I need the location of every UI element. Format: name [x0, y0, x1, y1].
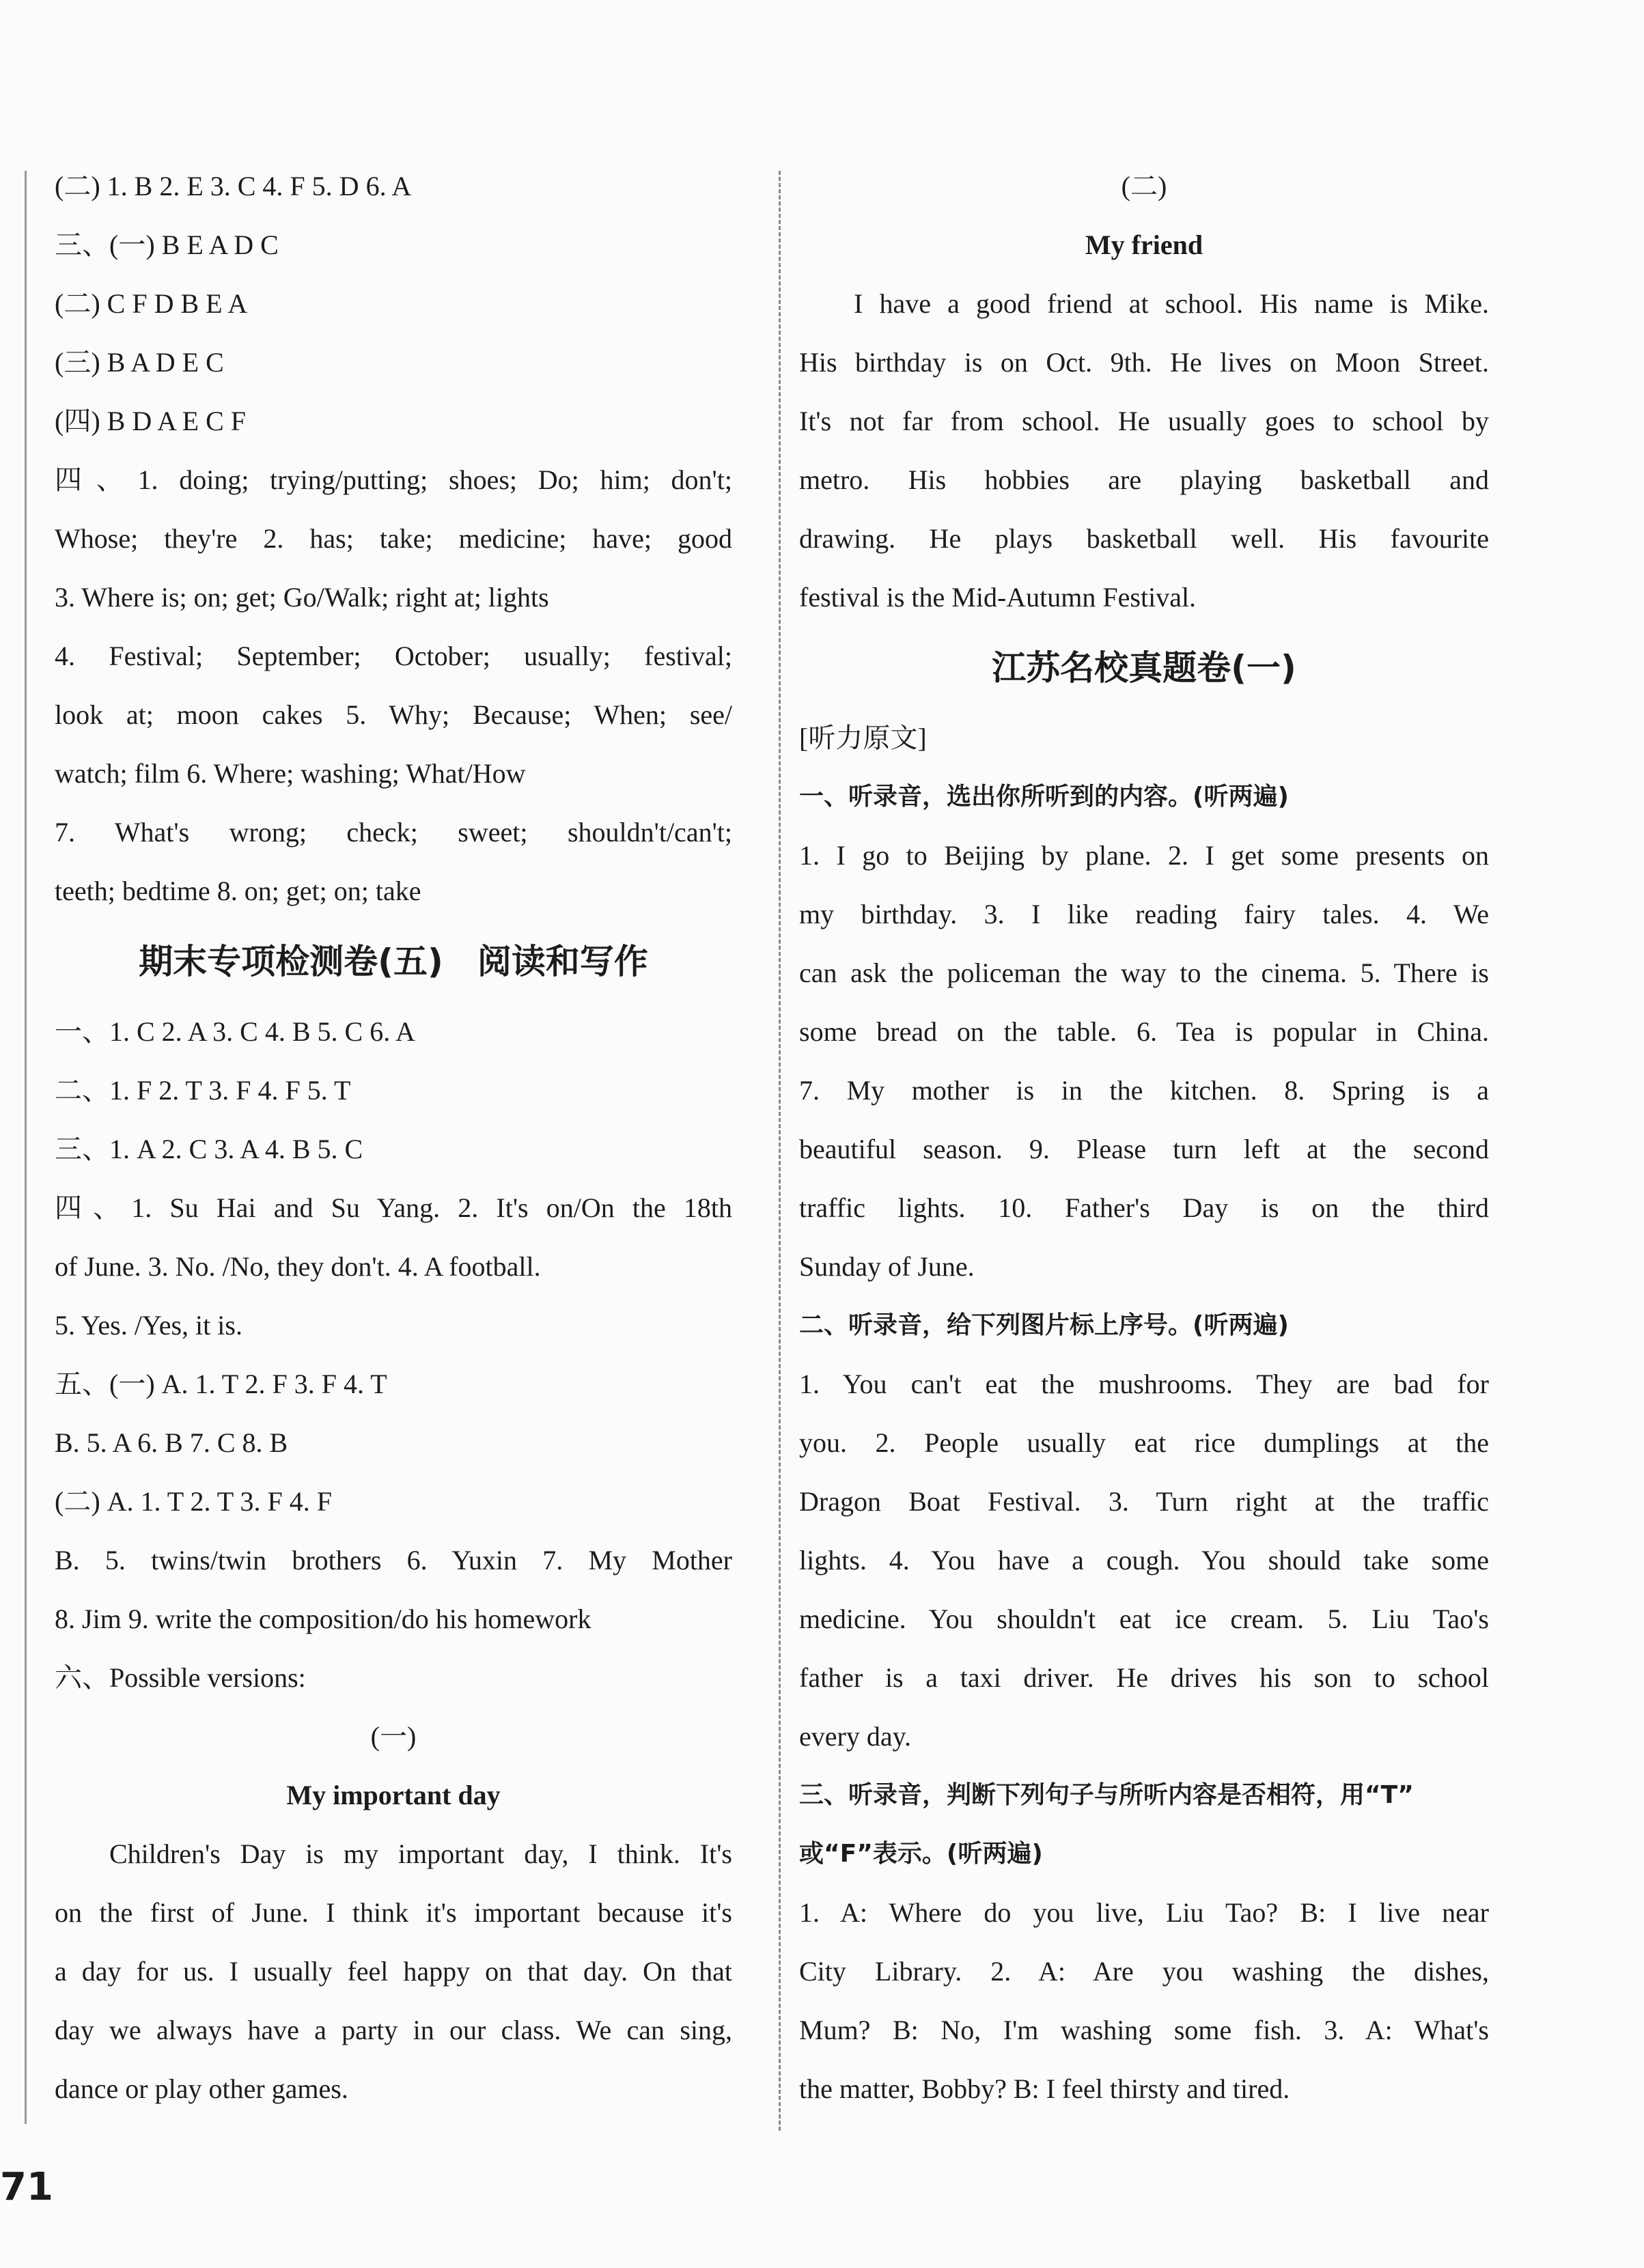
answer-line: (二) 1. B 2. E 3. C 4. F 5. D 6. A: [55, 171, 412, 201]
left-column: [55, 157, 732, 2118]
answer-line: 8. Jim 9. write the composition/do his homework: [55, 1604, 591, 1634]
passage-title: My friend: [1085, 229, 1203, 260]
answer-line: day we always have a party in our class. We can sing,: [55, 2015, 732, 2045]
passage-number: (一): [370, 1721, 417, 1752]
answer-line: B. 5. A 6. B 7. C 8. B: [55, 1427, 288, 1458]
answer-line: 1. I go to Beijing by plane. 2. I get some presents on: [799, 840, 1489, 871]
section-title: 江苏名校真题卷(一): [992, 648, 1296, 688]
answer-line: festival is the Mid-Autumn Festival.: [799, 582, 1197, 613]
answer-line: (四) B D A E C F: [55, 406, 247, 436]
answer-line: dance or play other games.: [55, 2073, 348, 2104]
answer-line: Mum? B: No, I'm washing some fish. 3. A: What's: [799, 2015, 1489, 2045]
answer-line: 1. You can't eat the mushrooms. They are bad for: [799, 1369, 1489, 1399]
answer-line: Dragon Boat Festival. 3. Turn right at the traffic: [799, 1486, 1489, 1517]
answer-line: the matter, Bobby? B: I feel thirsty and tired.: [799, 2073, 1290, 2104]
passage-number: (二): [1121, 171, 1167, 201]
answer-line: 5. Yes. /Yes, it is.: [55, 1310, 242, 1341]
answer-line: (二) A. 1. T 2. T 3. F 4. F: [55, 1486, 332, 1517]
answer-line: 五、(一) A. 1. T 2. F 3. F 4. T: [55, 1369, 387, 1399]
answer-line: can ask the policeman the way to the cinema. 5. There is: [799, 957, 1489, 988]
answer-line: B. 5. twins/twin brothers 6. Yuxin 7. My Mother: [55, 1545, 732, 1576]
answer-line: 三、1. A 2. C 3. A 4. B 5. C: [55, 1134, 363, 1164]
answer-line: beautiful season. 9. Please turn left at the second: [799, 1134, 1489, 1164]
answer-line: 一、1. C 2. A 3. C 4. B 5. C 6. A: [55, 1016, 415, 1047]
answer-line: It's not far from school. He usually goes to school by: [799, 406, 1489, 436]
answer-line: you. 2. People usually eat rice dumplings at the: [799, 1427, 1489, 1458]
passage-title: My important day: [286, 1780, 501, 1810]
answer-line: 7. My mother is in the kitchen. 8. Spring is a: [799, 1075, 1489, 1106]
question-heading: 二、听录音，给下列图片标上序号。(听两遍): [799, 1311, 1289, 1339]
answer-line: His birthday is on Oct. 9th. He lives on Moon Street.: [799, 347, 1489, 378]
answer-line: 四、1. doing; trying/putting; shoes; Do; him; don't;: [55, 464, 732, 495]
answer-line: a day for us. I usually feel happy on that day. On that: [55, 1956, 732, 1987]
answer-line: medicine. You shouldn't eat ice cream. 5. Liu Tao's: [799, 1604, 1489, 1634]
question-heading: 或“F”表示。(听两遍): [799, 1840, 1043, 1868]
answer-line: Sunday of June.: [799, 1251, 975, 1282]
column-divider: [779, 171, 781, 2131]
question-heading: 一、听录音，选出你所听到的内容。(听两遍): [799, 783, 1289, 811]
answer-line: my birthday. 3. I like reading fairy tales. 4. We: [799, 899, 1489, 929]
answer-line: 3. Where is; on; get; Go/Walk; right at; lights: [55, 582, 549, 613]
answer-line: Whose; they're 2. has; take; medicine; have; good: [55, 523, 732, 554]
answer-line: (三) B A D E C: [55, 347, 224, 378]
paragraph-line: Children's Day is my important day, I think. It's: [109, 1838, 732, 1869]
answer-line: 7. What's wrong; check; sweet; shouldn't/can't;: [55, 817, 732, 848]
answer-line: teeth; bedtime 8. on; get; on; take: [55, 876, 421, 906]
answer-line: 三、(一) B E A D C: [55, 229, 279, 260]
answer-line: some bread on the table. 6. Tea is popular in China.: [799, 1016, 1489, 1047]
answer-line: watch; film 6. Where; washing; What/How: [55, 758, 526, 789]
answer-line: every day.: [799, 1721, 911, 1752]
answer-line: 1. A: Where do you live, Liu Tao? B: I live near: [799, 1897, 1489, 1928]
answer-line: [听力原文]: [799, 723, 927, 753]
paragraph-line: I have a good friend at school. His name is Mike.: [854, 288, 1489, 319]
answer-line: traffic lights. 10. Father's Day is on the third: [799, 1192, 1489, 1223]
answer-line: father is a taxi driver. He drives his son to school: [799, 1662, 1489, 1693]
question-heading: 三、听录音，判断下列句子与所听内容是否相符，用“T”: [799, 1781, 1414, 1809]
answer-line: on the first of June. I think it's important because it's: [55, 1897, 732, 1928]
page-number: 71: [0, 2165, 53, 2209]
answer-line: City Library. 2. A: Are you washing the dishes,: [799, 1956, 1489, 1987]
answer-line: 六、Possible versions:: [55, 1662, 306, 1693]
answer-line: look at; moon cakes 5. Why; Because; When; see/: [55, 699, 732, 730]
answer-line: (二) C F D B E A: [55, 288, 248, 319]
answer-line: lights. 4. You have a cough. You should take some: [799, 1545, 1489, 1576]
answer-line: metro. His hobbies are playing basketball and: [799, 464, 1489, 495]
answer-line: of June. 3. No. /No, they don't. 4. A football.: [55, 1251, 541, 1282]
left-margin-rule: [25, 171, 27, 2124]
right-column: [799, 157, 1489, 2118]
answer-line: 二、1. F 2. T 3. F 4. F 5. T: [55, 1075, 351, 1106]
answer-line: drawing. He plays basketball well. His favourite: [799, 523, 1489, 554]
section-title: 期末专项检测卷(五) 阅读和写作: [139, 942, 648, 981]
answer-line: 四、1. Su Hai and Su Yang. 2. It's on/On the 18th: [55, 1192, 732, 1223]
answer-line: 4. Festival; September; October; usually; festival;: [55, 641, 732, 671]
